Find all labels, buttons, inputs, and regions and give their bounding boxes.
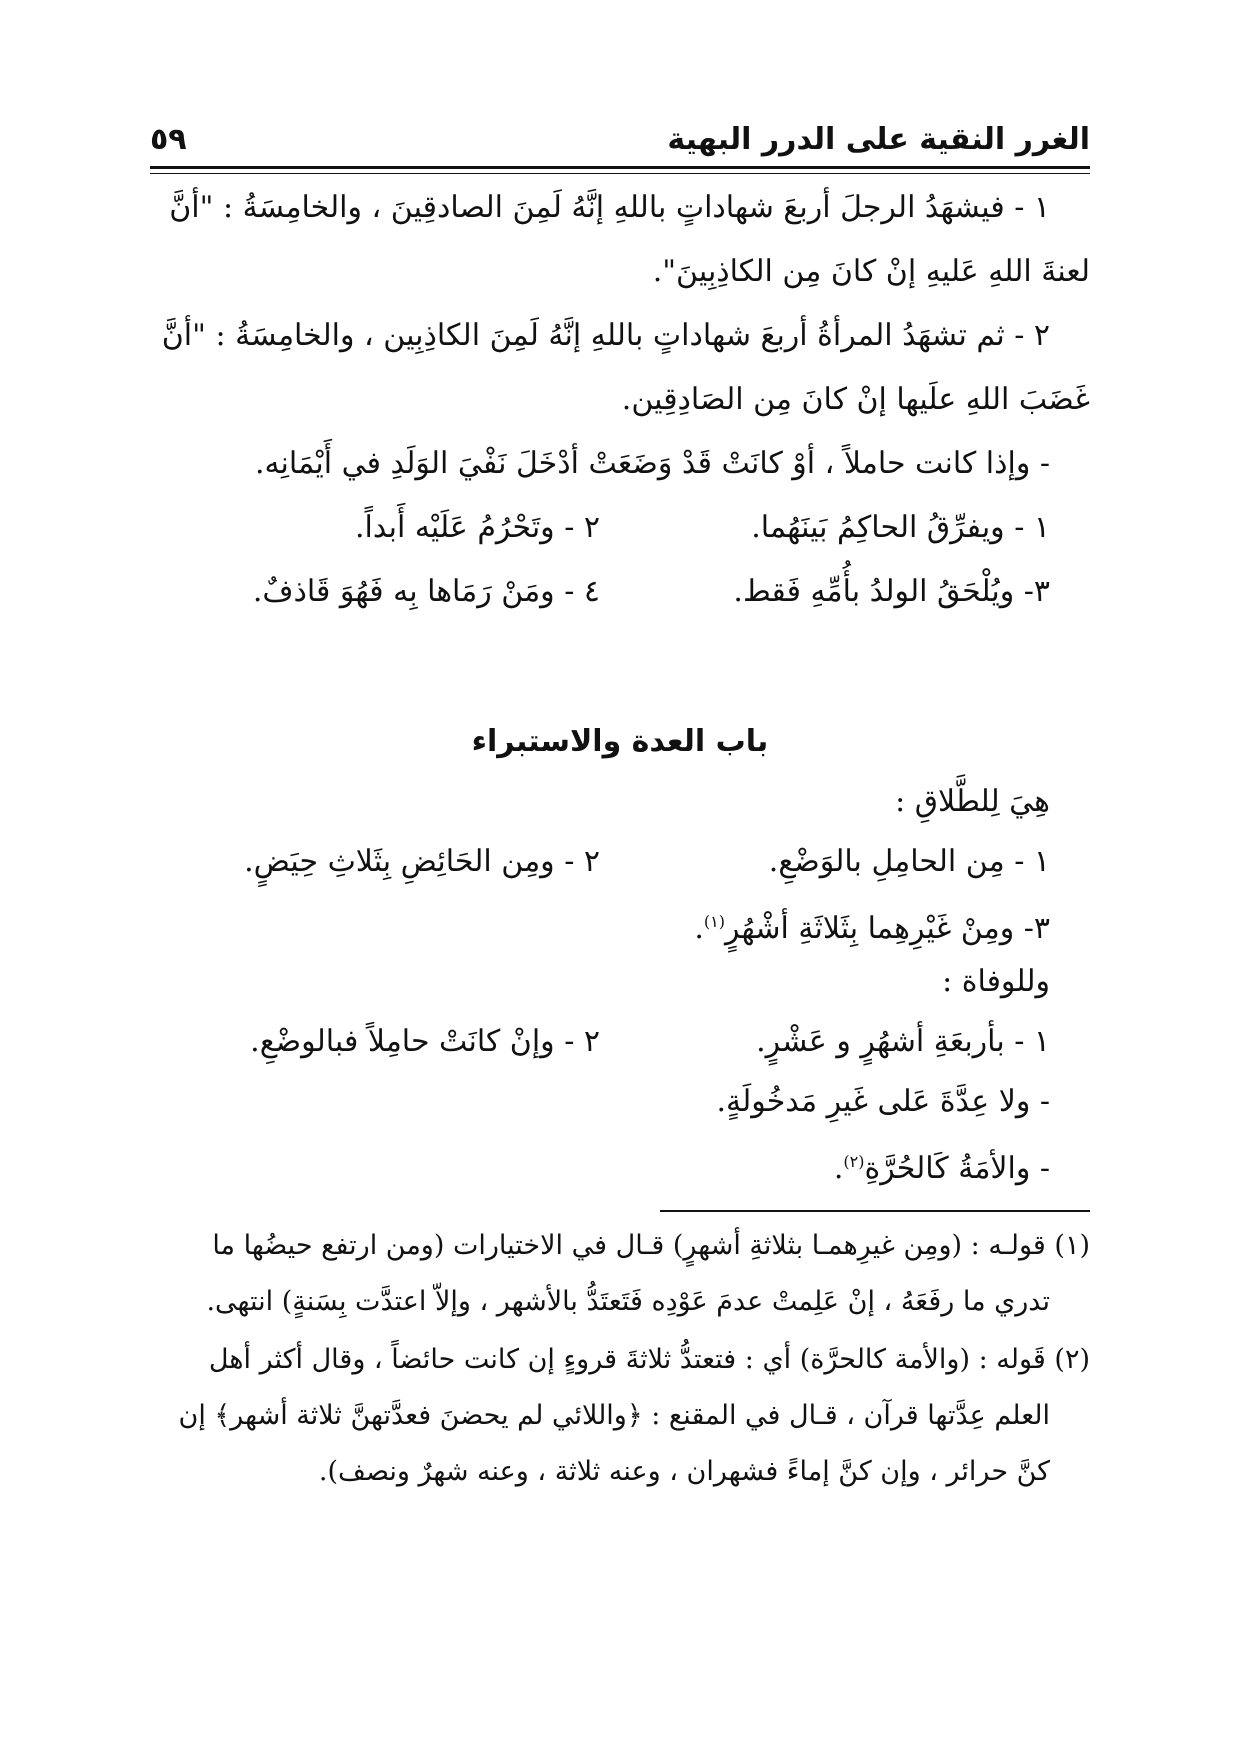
paragraph-2-line-2: غَضَبَ اللهِ علَيها إنْ كانَ مِن الصَادِقِين.: [621, 382, 1090, 417]
divorce-label: هِيَ لِلطَّلاقِ :: [895, 784, 1050, 819]
note-no-waiting: - ولا عِدَّةَ عَلى غَيرِ مَدخُولَةٍ.: [716, 1084, 1050, 1119]
footnote-1-line-2: تدري ما رفَعَهُ ، إنْ عَلِمتْ عدمَ عَوْدِه فَتَعتَدُّ بالأشهر ، وإلاّ اعتدَّت بِسَنةٍ) انتهى.: [206, 1286, 1050, 1317]
death-label: وللوفاة :: [942, 964, 1050, 999]
running-header-title: الغرر النقية على الدرر البهية: [667, 122, 1090, 157]
period: .: [833, 1151, 844, 1186]
death-item-2: ٢ - وإنْ كانَتْ حامِلاً فبالوضْعِ.: [250, 1024, 600, 1059]
paragraph-2-line-1: ٢ - ثم تشهَدُ المرأةُ أربعَ شهاداتٍ باللهِ إنَّهُ لَمِنَ الكاذِبِين ، والخامِسَةُ : "أنَّ: [161, 318, 1050, 353]
note-slave-woman-text: - والأمَةُ كَالحُرَّةِ: [864, 1151, 1050, 1186]
divorce-item-3-text: ٣- ومِنْ غَيْرِهِما بِثَلاثَةِ أشْهُرٍ: [725, 911, 1050, 946]
death-item-1: ١ - بأربعَةِ أشهُرٍ و عَشْرٍ.: [756, 1024, 1050, 1059]
footnote-separator: [660, 1210, 1090, 1212]
footnote-ref-2[interactable]: (٢): [843, 1152, 865, 1171]
footnote-1-line-1: (١) قولـه : (ومِن غيرِهمـا بثلاثةِ أشهرٍ) قـال في الاختيارات (ومن ارتفع حيضُها ما: [212, 1230, 1090, 1261]
page-number: ٥٩: [150, 122, 187, 157]
footnote-2-line-1: (٢) قَوله : (والأمة كالحرَّة) أي : فتعتدُّ ثلاثةَ قروءٍ إن كانت حائضاً ، وقال أكثر أهل: [208, 1344, 1090, 1375]
note-slave-woman: [834, 1142, 1050, 1189]
footnote-2-line-3: كنَّ حرائر ، وإن كنَّ إماءً فشهران ، وعنه ثلاثة ، وعنه شهرٌ ونصف).: [318, 1456, 1050, 1487]
paragraph-1-line-2: لعنةَ اللهِ عَليهِ إنْ كانَ مِن الكاذِبِينَ".: [652, 254, 1090, 289]
footnote-2-line-2: العلم عِدَّتها قرآن ، قـال في المقنع : ﴿واللائي لم يحضنَ فعدَّتهنَّ ثلاثة أشهر﴾ إن: [178, 1400, 1050, 1431]
divorce-item-1: ١ - مِن الحامِلِ بالوَضْعِ.: [768, 844, 1050, 879]
list-item-1: ١ - ويفرِّقُ الحاكِمُ بَينَهُما.: [751, 510, 1050, 545]
paragraph-3: - وإذا كانت حاملاً ، أوْ كانَتْ قَدْ وَضَعَتْ أدْخَلَ نَفْيَ الوَلَدِ في أَيْمَانِه.: [254, 446, 1050, 481]
divorce-item-3: [694, 902, 1050, 949]
header-rule-thin: [150, 173, 1090, 174]
header-rule: [150, 166, 1090, 169]
section-heading: باب العدة والاستبراء: [471, 724, 769, 759]
divorce-item-2: ٢ - ومِن الحَائِضِ بِثَلاثِ حِيَضٍ.: [244, 844, 600, 879]
paragraph-1-line-1: ١ - فيشهَدُ الرجلَ أربعَ شهاداتٍ باللهِ إنَّهُ لَمِنَ الصادقِينَ ، والخامِسَةُ : "أنَّ: [169, 190, 1050, 225]
list-item-2: ٢ - وتَحْرُمُ عَلَيْه أَبداً.: [354, 510, 600, 545]
list-item-4: ٤ - ومَنْ رَمَاها بِه فَهُوَ قَاذفٌ.: [252, 574, 600, 609]
list-item-3: ٣- ويُلْحَقُ الولدُ بأُمِّهِ فَقط.: [733, 574, 1050, 609]
footnote-ref-1[interactable]: (١): [703, 912, 725, 931]
period: .: [694, 911, 704, 946]
